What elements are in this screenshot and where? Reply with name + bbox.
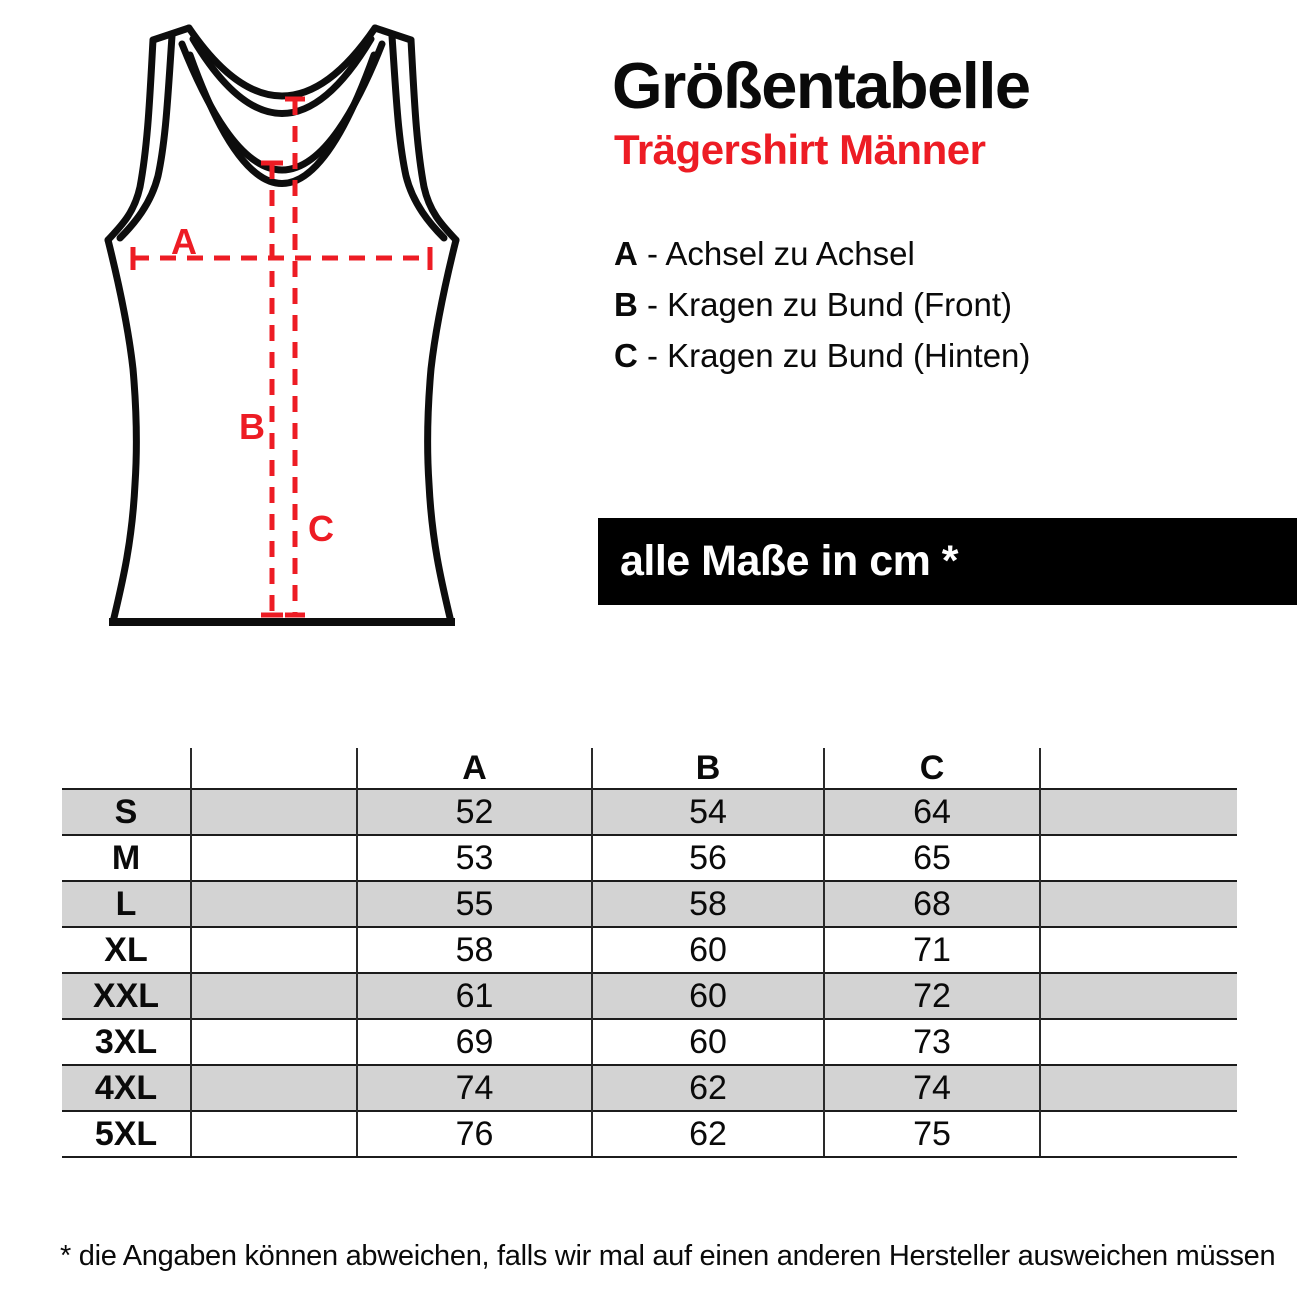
legend-letter: B [614,286,638,323]
legend-item [614,228,1030,279]
size-table-column-header [191,748,357,789]
spacer-cell [191,973,357,1019]
table-row [62,881,1237,927]
spacer-cell [191,789,357,835]
measurement-legend [614,228,1030,381]
size-table-column-header [1040,748,1237,789]
value-a-cell: 76 [357,1111,592,1157]
value-b-cell: 62 [592,1065,824,1111]
legend-letter: C [614,337,638,374]
size-label-cell: L [62,881,191,927]
table-row [62,1019,1237,1065]
value-b-cell: 62 [592,1111,824,1157]
shirt-outline [108,28,456,622]
size-label-cell: 3XL [62,1019,191,1065]
page-subtitle: Trägershirt Männer [614,126,986,173]
size-label-cell: 4XL [62,1065,191,1111]
value-a-cell: 52 [357,789,592,835]
value-a-cell: 53 [357,835,592,881]
tank-top-diagram [104,24,460,630]
value-c-cell: 64 [824,789,1040,835]
value-a-cell: 69 [357,1019,592,1065]
size-table-column-header: B [592,748,824,789]
page-title: Größentabelle [612,49,1030,122]
spacer-cell [1040,973,1237,1019]
spacer-cell [191,1019,357,1065]
size-label-cell: 5XL [62,1111,191,1157]
size-label-cell: XL [62,927,191,973]
value-c-cell: 73 [824,1019,1040,1065]
value-b-cell: 60 [592,927,824,973]
value-b-cell: 54 [592,789,824,835]
value-a-cell: 74 [357,1065,592,1111]
legend-letter: A [614,235,638,272]
legend-description: - Kragen zu Bund (Front) [647,286,1013,323]
spacer-cell [191,927,357,973]
tank-top-figure [104,24,460,630]
table-row [62,789,1237,835]
units-banner-text: alle Maße in cm * [620,537,959,585]
table-row [62,835,1237,881]
spacer-cell [1040,1111,1237,1157]
legend-item [614,279,1030,330]
measure-label-a: A [171,221,197,262]
table-row [62,927,1237,973]
value-b-cell: 60 [592,973,824,1019]
spacer-cell [1040,1019,1237,1065]
measure-label-b: B [239,406,265,447]
table-row [62,1065,1237,1111]
size-table-column-header: A [357,748,592,789]
value-b-cell: 58 [592,881,824,927]
legend-item [614,330,1030,381]
value-c-cell: 72 [824,973,1040,1019]
back-collar-bottom-curve [193,39,371,114]
size-label-cell: S [62,789,191,835]
value-a-cell: 58 [357,927,592,973]
footnote: * die Angaben können abweichen, falls wir mal auf einen anderen Hersteller ausweichen müssen [60,1240,1276,1272]
size-label-cell: XXL [62,973,191,1019]
legend-description: - Kragen zu Bund (Hinten) [647,337,1031,374]
value-b-cell: 60 [592,1019,824,1065]
size-table-header-row [62,748,1237,789]
spacer-cell [1040,881,1237,927]
legend-description: - Achsel zu Achsel [647,235,915,272]
spacer-cell [1040,1065,1237,1111]
size-label-cell: M [62,835,191,881]
back-collar-top-curve [189,28,375,96]
spacer-cell [191,1065,357,1111]
table-row [62,1111,1237,1157]
size-table-column-header [62,748,191,789]
value-a-cell: 61 [357,973,592,1019]
measurement-lines [133,99,430,616]
size-table-header [62,748,1237,789]
value-c-cell: 74 [824,1065,1040,1111]
value-c-cell: 75 [824,1111,1040,1157]
spacer-cell [191,1111,357,1157]
value-a-cell: 55 [357,881,592,927]
size-table-column-header: C [824,748,1040,789]
spacer-cell [1040,789,1237,835]
spacer-cell [191,881,357,927]
spacer-cell [191,835,357,881]
right-side-seam [428,240,456,622]
size-table-body [62,789,1237,1157]
value-c-cell: 65 [824,835,1040,881]
value-c-cell: 71 [824,927,1040,973]
table-row [62,973,1237,1019]
left-side-seam [108,240,136,622]
measure-label-c: C [308,508,334,549]
value-b-cell: 56 [592,835,824,881]
spacer-cell [1040,835,1237,881]
value-c-cell: 68 [824,881,1040,927]
spacer-cell [1040,927,1237,973]
units-banner [598,518,1297,605]
size-table [62,748,1237,1158]
